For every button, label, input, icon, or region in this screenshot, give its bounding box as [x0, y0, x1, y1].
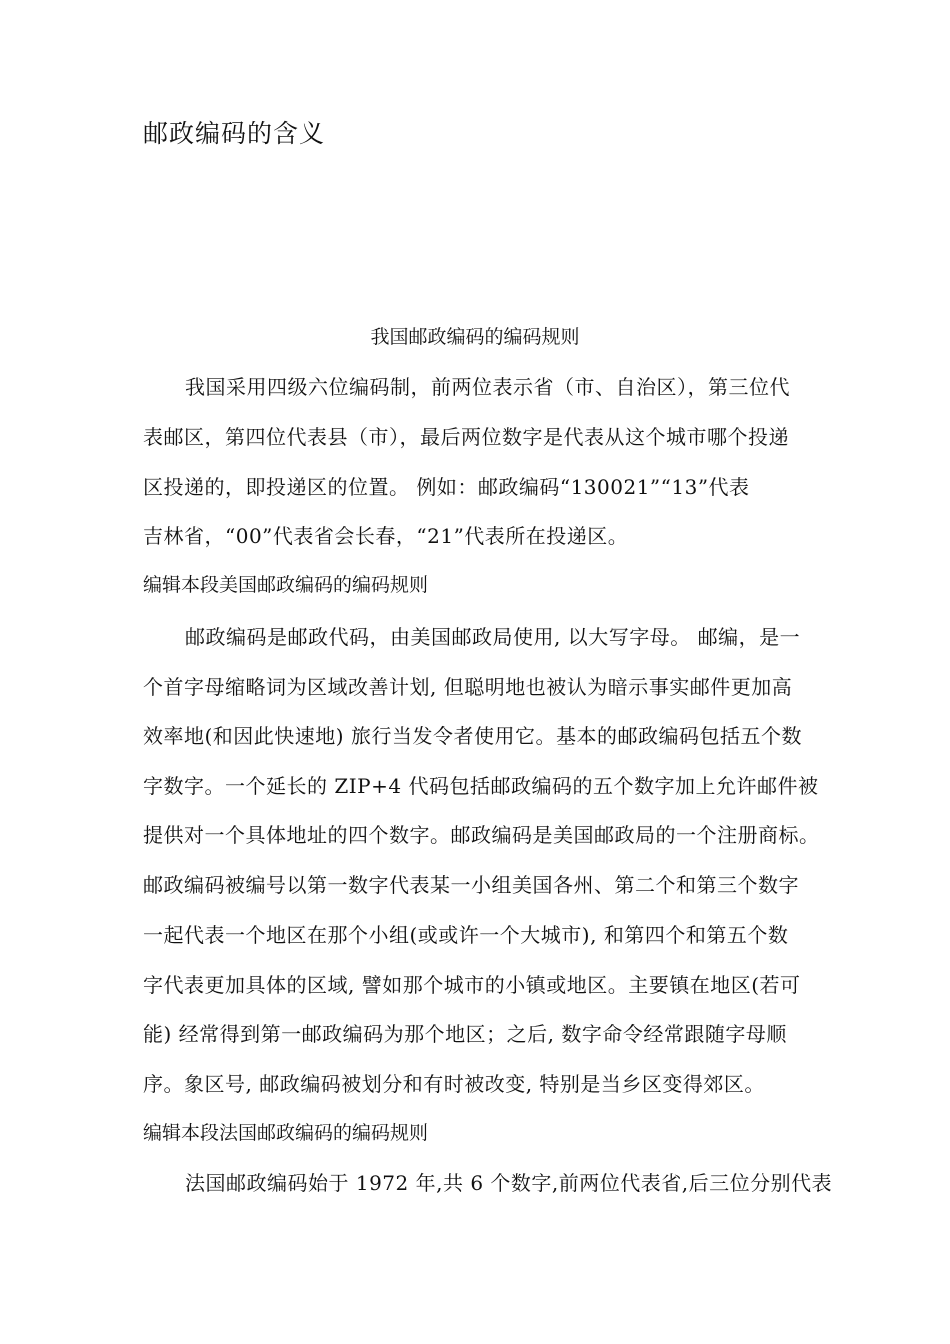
usa-section-heading: 编辑本段美国邮政编码的编码规则	[143, 574, 429, 596]
china-paragraph-line: 我国采用四级六位编码制，前两位表示省（市、自治区），第三位代	[185, 375, 790, 399]
usa-paragraph-line: 能) 经常得到第一邮政编码为那个地区；之后, 数字命令经常跟随字母顺	[143, 1022, 787, 1046]
usa-paragraph-line: 字数字。一个延长的 ZIP+4 代码包括邮政编码的五个数字加上允许邮件被	[143, 774, 819, 798]
usa-paragraph-line: 效率地(和因此快速地) 旅行当发令者使用它。基本的邮政编码包括五个数	[143, 724, 802, 748]
usa-paragraph-line: 序。象区号, 邮政编码被划分和有时被改变, 特别是当乡区变得郊区。	[143, 1072, 765, 1096]
usa-paragraph-line: 邮政编码被编号以第一数字代表某一小组美国各州、第二个和第三个数字	[143, 873, 799, 897]
china-paragraph-line: 区投递的，即投递区的位置。 例如：邮政编码“130021”“13”代表	[143, 475, 750, 499]
china-section-heading: 我国邮政编码的编码规则	[370, 326, 580, 348]
usa-paragraph-line: 提供对一个具体地址的四个数字。邮政编码是美国邮政局的一个注册商标。	[143, 823, 820, 847]
usa-paragraph-line: 字代表更加具体的区域, 譬如那个城市的小镇或地区。主要镇在地区(若可	[143, 973, 801, 997]
usa-paragraph-line: 邮政编码是邮政代码，由美国邮政局使用, 以大写字母。 邮编，是一	[185, 625, 801, 649]
france-section-heading: 编辑本段法国邮政编码的编码规则	[143, 1122, 429, 1144]
china-paragraph-line: 吉林省，“00”代表省会长春，“21”代表所在投递区。	[143, 524, 629, 548]
china-paragraph-line: 表邮区，第四位代表县（市），最后两位数字是代表从这个城市哪个投递	[143, 425, 789, 449]
document-title: 邮政编码的含义	[143, 119, 326, 148]
usa-paragraph-line: 个首字母缩略词为区域改善计划, 但聪明地也被认为暗示事实邮件更加高	[143, 675, 793, 699]
usa-paragraph-line: 一起代表一个地区在那个小组(或或许一个大城市), 和第四个和第五个数	[143, 923, 789, 947]
france-paragraph-line: 法国邮政编码始于 1972 年,共 6 个数字,前两位代表省,后三位分别代表	[185, 1171, 833, 1195]
